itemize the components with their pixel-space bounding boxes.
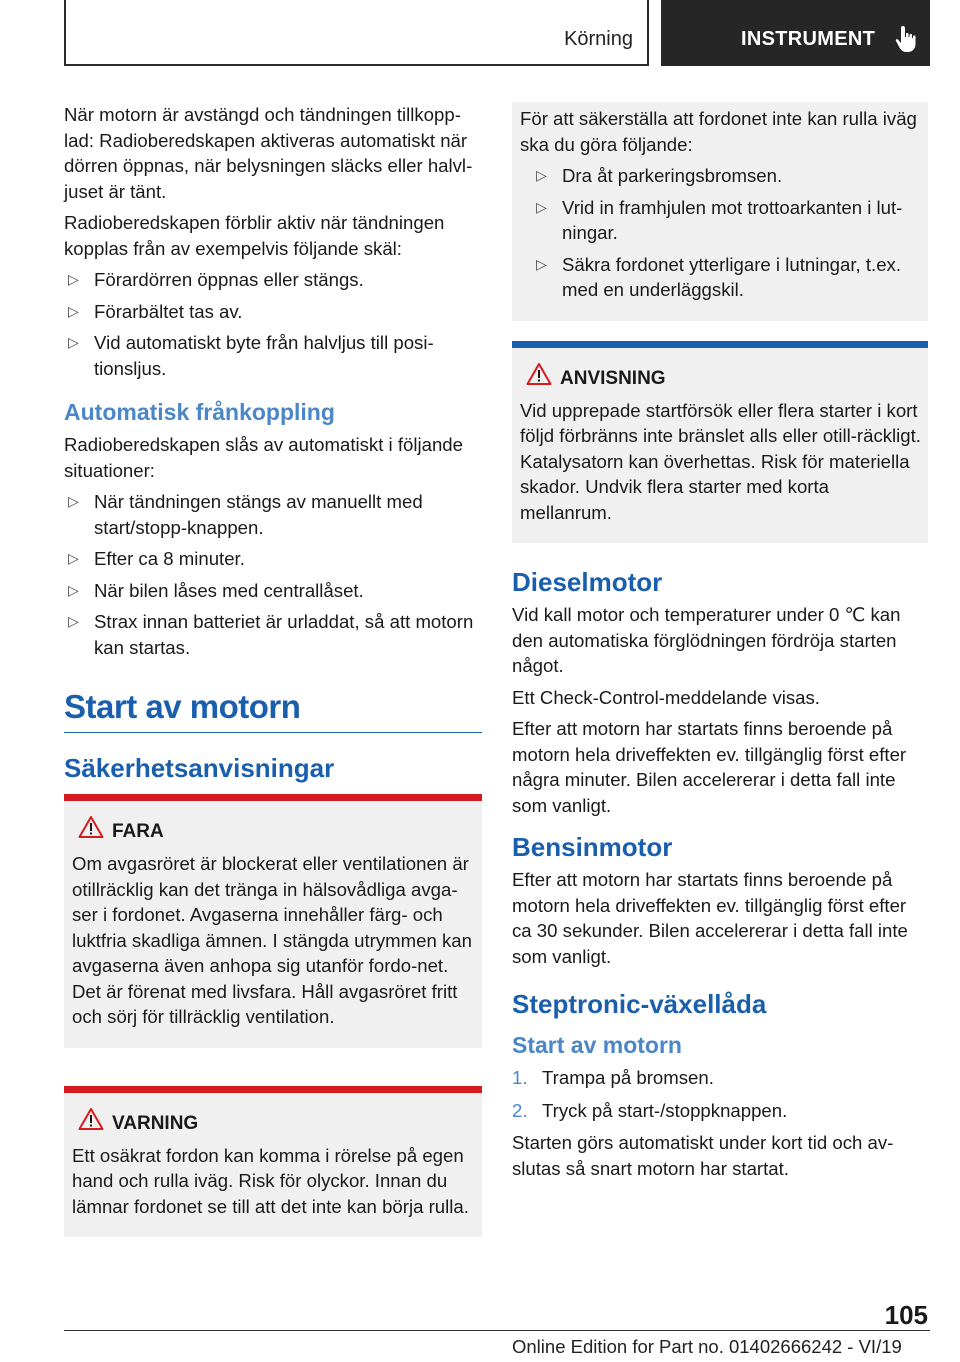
triangle-bullet-icon: ▷ [68, 581, 79, 598]
triangle-bullet-icon: ▷ [536, 255, 547, 272]
list-item: ▷ Vrid in framhjulen mot trottoarkanten i lut‐ningar. [536, 196, 903, 243]
numbered-list [512, 1065, 928, 1123]
paragraph: Ett Check-Control-meddelande visas. [512, 686, 820, 708]
section-heading: Säkerhetsanvisningar [64, 753, 335, 783]
page-header [64, 0, 930, 66]
list-item: ▷ När tändningen stängs av manuellt med start/stopp-knappen. [68, 491, 423, 538]
chapter-tab [661, 0, 930, 66]
section-label: Körning [564, 28, 633, 50]
section-heading: Bensinmotor [512, 832, 673, 862]
notice-text: Vid upprepade startförsök eller flera starter i kort följd förbränns inte bränslet alls eller otill‐räckligt. Katalysatorn kan överhettas. Risk för materiella skador. Undvik flera starter med korta mellanrum. [520, 399, 921, 523]
triangle-bullet-icon: ▷ [68, 334, 79, 350]
triangle-bullet-icon: ▷ [536, 198, 547, 215]
paragraph: För att säkerställa att fordonet inte kan rulla iväg ska du göra följande: [520, 108, 917, 155]
list-item: ▷ Efter ca 8 minuter. [64, 546, 482, 572]
right-column [512, 102, 928, 1187]
bullet-list [520, 163, 922, 303]
triangle-bullet-icon: ▷ [68, 493, 79, 509]
left-column [64, 102, 482, 1237]
triangle-bullet-icon: ▷ [68, 302, 79, 319]
notice-box [512, 341, 928, 544]
subheading: Automatisk frånkoppling [64, 399, 335, 425]
list-item: ▷ Vid automatiskt byte från halvljus till posi‐tionsljus. [68, 332, 434, 379]
section-heading: Steptronic-växellåda [512, 989, 767, 1019]
list-item: ▷ Förardörren öppnas eller stängs. [64, 267, 482, 293]
warning-box [64, 1086, 482, 1238]
chapter-label: INSTRUMENT [741, 28, 876, 50]
danger-title: FARA [72, 821, 476, 843]
triangle-bullet-icon: ▷ [536, 167, 547, 183]
triangle-bullet-icon: ▷ [68, 613, 79, 629]
section-title: Start av motorn [64, 688, 482, 733]
list-item: 2. Tryck på start-/stoppknappen. [512, 1099, 788, 1121]
warning-triangle-icon [78, 1107, 104, 1131]
paragraph: Starten görs automatiskt under kort tid och av‐slutas så snart motorn har startat. [512, 1132, 894, 1179]
warning-triangle-icon [526, 362, 552, 386]
notice-title: ANVISNING [520, 368, 922, 390]
continued-warning-box [512, 102, 928, 321]
list-item: 1. Trampa på bromsen. [512, 1067, 714, 1088]
warning-triangle-icon [78, 815, 104, 839]
edition-note: Online Edition for Part no. 01402666242 - VI/19 [512, 1336, 902, 1357]
page-number: 105 [884, 1300, 928, 1330]
paragraph: Efter att motorn har startats finns beroende på motorn hela driveffekten ev. tillgänglig först efter ca 30 sekunder. Bilen accelererar i detta fall inte som vanligt. [512, 869, 908, 967]
paragraph: Radioberedskapen slås av automatiskt i följande situationer: [64, 434, 463, 481]
list-item: ▷ När bilen låses med centrallåset. [64, 578, 482, 604]
list-item: ▷ Dra åt parkeringsbromsen. [532, 163, 922, 189]
triangle-bullet-icon: ▷ [68, 271, 79, 287]
list-item: ▷ Strax innan batteriet är urladdat, så att motorn kan startas. [68, 611, 474, 658]
warning-text: Ett osäkrat fordon kan komma i rörelse på egen hand och rulla iväg. Risk för olyckor. Innan du lämnar fordonet se till att det inte kan börja rulla. [72, 1144, 469, 1217]
danger-box [64, 794, 482, 1048]
footer-divider [64, 1330, 930, 1331]
paragraph: Radioberedskapen förblir aktiv när tändningen kopplas från av exempelvis följande skäl: [64, 212, 445, 259]
triangle-bullet-icon: ▷ [68, 550, 79, 566]
pointing-hand-icon [894, 24, 920, 54]
list-item: ▷ Förarbältet tas av. [64, 299, 482, 325]
paragraph: Vid kall motor och temperaturer under 0 ℃ kan den automatiska förglödningen fördröja starten något. [512, 604, 901, 676]
danger-text: Om avgasröret är blockerat eller ventilationen är otillräcklig kan det tränga in hälsovådliga avga‐ser i fordonet. Avgaserna innehåller färg- och luktfria skadliga ämnen. I stängda utrymmen kan avgaserna även anhopa sig utanför fordo‐net. Det är förenat med livsfara. Håll avgasröret fritt och sörj för tillräcklig ventilation. [72, 853, 472, 1027]
list-item: ▷ Säkra fordonet ytterligare i lutningar, t.ex. med en underläggskil. [536, 253, 901, 300]
paragraph: Efter att motorn har startats finns beroende på motorn hela driveffekten ev. tillgänglig först efter några minuter. Bilen accelererar i detta fall inte som vanligt. [512, 718, 907, 816]
warning-title: VARNING [72, 1113, 476, 1135]
bullet-list [64, 489, 482, 660]
paragraph: När motorn är avstängd och tändningen tillkopp‐lad: Radioberedskapen aktiveras automatiskt när dörren öppnas, när belysningen släcks eller halvl‐juset är tänt. [64, 104, 473, 202]
subheading: Start av motorn [512, 1032, 682, 1058]
section-tab [64, 0, 649, 66]
section-heading: Dieselmotor [512, 567, 663, 597]
bullet-list [64, 267, 482, 381]
